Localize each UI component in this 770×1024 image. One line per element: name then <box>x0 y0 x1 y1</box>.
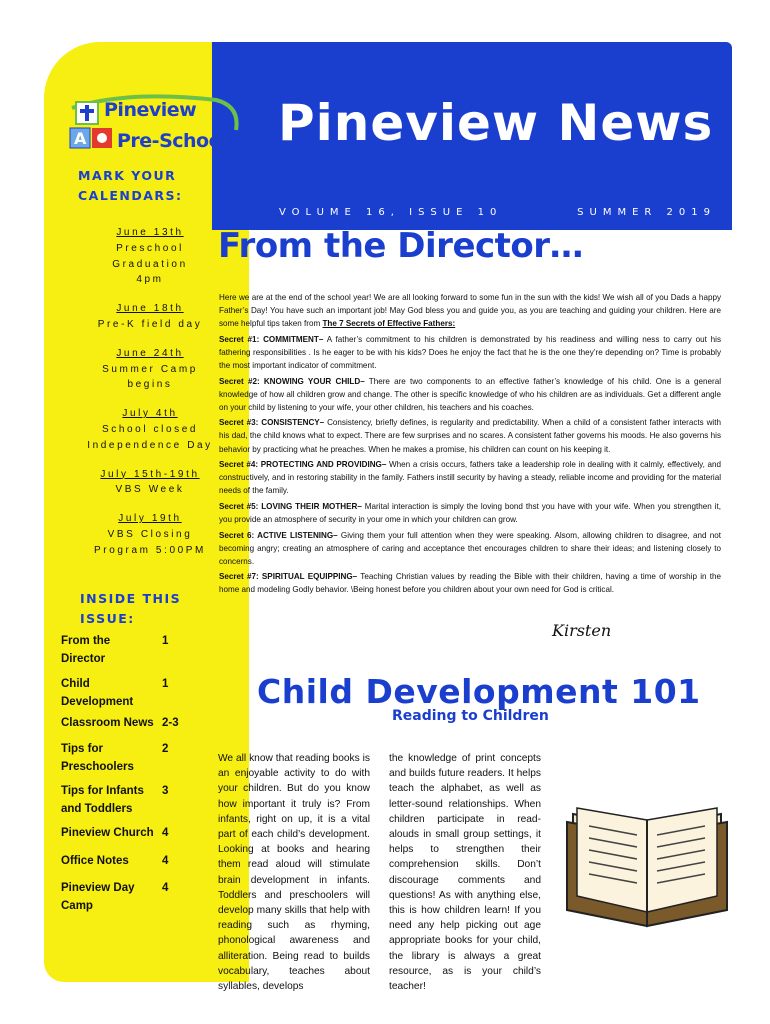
toc-page: 4 <box>162 855 169 867</box>
secret-paragraph <box>219 570 721 596</box>
logo-badge-letter: A <box>74 129 87 148</box>
secret-label: Secret 6: ACTIVE LISTENING– <box>219 530 338 540</box>
toc-page: 4 <box>162 827 169 839</box>
event-date: June 13th <box>116 227 184 238</box>
toc-page: 1 <box>162 635 169 647</box>
secret-paragraph <box>219 333 721 372</box>
season-label: SUMMER 2019 <box>577 207 716 218</box>
event-line: VBS Week <box>115 484 185 496</box>
secret-label: Secret #4: PROTECTING AND PROVIDING– <box>219 460 387 470</box>
event-line: Summer Camp <box>102 363 198 375</box>
toc-page: 1 <box>162 678 169 690</box>
toc-title: Office Notes <box>61 855 129 867</box>
event-line: Pre-K field day <box>97 318 203 330</box>
event-date: July 15th-19th <box>100 468 200 480</box>
event-date: June 24th <box>116 347 184 359</box>
secret-paragraph <box>219 529 721 568</box>
event-line: 4pm <box>136 274 164 286</box>
toc-title: Tips for Infants and Toddlers <box>61 785 144 815</box>
event-line: School closed <box>101 423 199 435</box>
secret-paragraph <box>219 458 721 497</box>
secret-text: A father’s commitment to his children is demonstrated by his readiness and willing ness to carry out his fathering responsibilities . Is he eager to be with his kids? Does he enjoy the fact that he is the one they’re depending on? Time is probably the most important indicator of commitment. <box>219 334 721 370</box>
secret-text: Marital interaction is simply the loving bond thst you have with your wife. When you strengthen it, you provide an atmosphere of security in your ome in which your children can grow. <box>219 501 721 524</box>
toc-title: Pineview Day Camp <box>61 882 135 912</box>
secret-label: Secret #3: CONSISTENCY– <box>219 418 325 428</box>
secret-label: Secret #1: COMMITMENT– <box>219 334 324 344</box>
director-signature: Kirsten <box>552 621 612 640</box>
event-line: Program 5:00PM <box>94 544 206 556</box>
toc-title: Classroom News <box>61 717 154 729</box>
secret-label: Secret #5: LOVING THEIR MOTHER– <box>219 501 362 511</box>
article-column-2: the knowledge of print concepts and builds future readers. It helps teach the alphabet, as well as letter-sound relationships. When children participate in read-alouds in small group settings, it helps to strengthen their comprehension skills. Don’t discourage comments and questions! As with anything else, this is how children learn! If you need any help picking out age appropriate books for your child, the library is always a great resource, as is your child’s teacher! <box>389 753 541 993</box>
calendar-event <box>60 346 240 393</box>
newsletter-title: Pineview News <box>278 94 714 152</box>
calendar-event <box>60 467 240 499</box>
calendar-event <box>60 225 240 288</box>
open-book-icon <box>563 762 731 940</box>
director-article-title: From the Director… <box>218 226 584 266</box>
toc-page: 2 <box>162 743 169 755</box>
book-title: The 7 Secrets of Effective Fathers: <box>322 319 456 329</box>
secret-label: Secret #7: SPIRITUAL EQUIPPING– <box>219 572 358 582</box>
toc-title: From the Director <box>61 635 111 665</box>
article-column-1: We all know that reading books is an enjoyable activity to do with your children. But do you know how important it truly is? From infants, right on up, it is a vital part of each child’s development. Looking at books and hearing them read aloud will stimulate brain development in infants. Toddlers and preschoolers will develop many skills that help with reading such as rhyming, phonological awareness and alliteration. Being read to builds vocabulary, teaches about syllables, develops <box>218 753 370 993</box>
toc-title: Tips for Preschoolers <box>61 743 134 773</box>
inside-issue-heading: INSIDE THIS ISSUE: <box>80 591 182 626</box>
event-line: Graduation <box>112 258 188 270</box>
secret-label: Secret #2: KNOWING YOUR CHILD– <box>219 376 365 386</box>
secret-paragraph <box>219 500 721 526</box>
event-line: Preschool <box>116 242 184 254</box>
secret-text: Teaching Christian values by reading the Bible with their children, having a time of worship in the home and modeling Godly behavior. \Being honest before you children about your own need for God is critical. <box>219 572 721 595</box>
calendar-event <box>60 406 240 453</box>
director-intro <box>219 291 721 330</box>
child-development-subtitle: Reading to Children <box>392 708 549 724</box>
secret-text: Consistency, briefly defines, is regularity and predictability. When a child of a consistent father interacts with his dad, the child knows what to expect. There are few surprises and no scares. A consistent father governs his moods. He also governs his behavior by practicing what he preaches. When he makes a promise, his children can count on his keeping it. <box>219 418 721 454</box>
event-date: July 19th <box>118 513 182 525</box>
logo-name-line2: Pre-School <box>117 130 228 152</box>
child-development-title: Child Development 101 <box>257 672 701 711</box>
secret-text: Giving them your full attention when they were speaking. Alsom, allowing children to disagree, and not becoming angry; creating an atmosphere of caring and acceptance thet encourages children to share their ideas; and listening closely to concerns. <box>219 530 721 566</box>
toc-title: Child Development <box>61 678 134 708</box>
event-date: July 4th <box>122 408 178 420</box>
event-date: June 18th <box>116 303 184 315</box>
event-line: begins <box>127 379 173 391</box>
director-article-body <box>219 291 721 599</box>
secret-paragraph <box>219 416 721 455</box>
logo-name-line1: Pineview <box>104 99 197 121</box>
event-line: VBS Closing <box>107 528 193 540</box>
secret-text: When a crisis occurs, fathers take a leadership role in dealing with it calmly, effectively, and constructively, and in restoring stability in the family. Fathers instill security by having a steady, reliable income and providing for the material needs of the family. <box>219 460 721 496</box>
toc-page: 3 <box>162 785 169 797</box>
calendar-event <box>60 301 240 333</box>
secret-text: There are two components to an effective father’s knowledge of his child. One is a general knowledge of how all children grow and change. The other is specific knowledge of who his children are as individuals. Get a different angle on your child by listening to your wife, your other children, his teachers and his coaches. <box>219 376 721 412</box>
intro-text: Here we are at the end of the school year! We are all looking forward to some fun in the sun with the kids! We wish all of you Dads a happy Father’s Day! You have such an important job! May God bless you and guide you, as you are teaching and guiding your children. Here are some helpful tips taken from <box>219 293 721 329</box>
toc-page: 2-3 <box>162 717 179 729</box>
school-logo <box>66 94 242 164</box>
toc-title: Pineview Church <box>61 827 154 839</box>
calendar-event <box>60 511 240 558</box>
toc-page: 4 <box>162 882 169 894</box>
calendar-list <box>60 225 240 572</box>
secret-paragraph <box>219 375 721 414</box>
calendar-heading: MARK YOUR CALENDARS: <box>78 168 183 203</box>
volume-issue: VOLUME 16, ISSUE 10 <box>279 207 503 218</box>
event-line: Independence Day <box>87 439 213 451</box>
